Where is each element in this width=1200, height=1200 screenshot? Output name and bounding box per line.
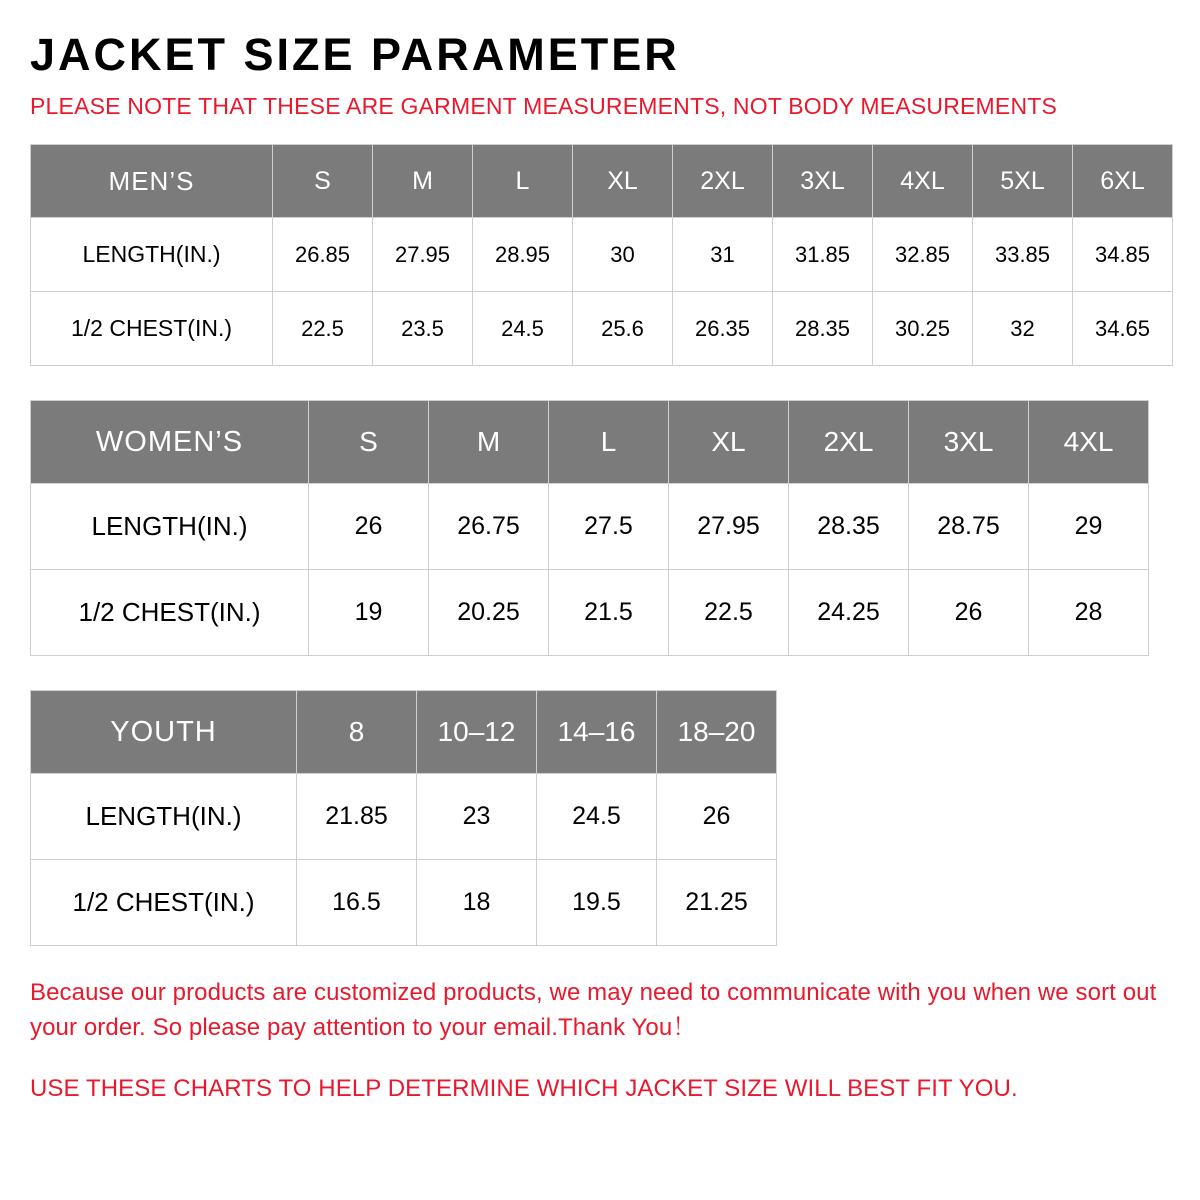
size-header-cell: 2XL xyxy=(673,145,773,218)
size-header-cell: XL xyxy=(669,401,789,484)
table-cell: 19 xyxy=(309,570,429,656)
table-cell: 23 xyxy=(417,774,537,860)
row-label: LENGTH(IN.) xyxy=(31,218,273,292)
footer-note-customization: Because our products are customized products, we may need to communicate with you when we sort out your order. So please pay attention to your email.Thank You！ xyxy=(30,979,1157,1041)
table-row xyxy=(31,860,777,946)
measurement-note: PLEASE NOTE THAT THESE ARE GARMENT MEASUREMENTS, NOT BODY MEASUREMENTS xyxy=(30,93,1058,119)
table-cell: 30 xyxy=(573,218,673,292)
table-cell: 28 xyxy=(1029,570,1149,656)
youth-size-table xyxy=(30,690,777,946)
size-header-cell: 18–20 xyxy=(657,691,777,774)
table-cell: 26 xyxy=(309,484,429,570)
table-cell: 28.35 xyxy=(773,292,873,366)
size-header-cell: 14–16 xyxy=(537,691,657,774)
row-label: 1/2 CHEST(IN.) xyxy=(31,860,297,946)
footer-note-charts: USE THESE CHARTS TO HELP DETERMINE WHICH JACKET SIZE WILL BEST FIT YOU. xyxy=(30,1074,1018,1102)
table-row xyxy=(31,218,1173,292)
size-header-cell: M xyxy=(373,145,473,218)
table-cell: 20.25 xyxy=(429,570,549,656)
mens-table-label: MEN’S xyxy=(31,145,273,218)
table-cell: 19.5 xyxy=(537,860,657,946)
row-label: 1/2 CHEST(IN.) xyxy=(31,292,273,366)
size-header-cell: 8 xyxy=(297,691,417,774)
size-header-cell: XL xyxy=(573,145,673,218)
table-cell: 18 xyxy=(417,860,537,946)
table-cell: 21.5 xyxy=(549,570,669,656)
womens-size-table xyxy=(30,400,1149,656)
table-cell: 33.85 xyxy=(973,218,1073,292)
row-label: 1/2 CHEST(IN.) xyxy=(31,570,309,656)
size-header-cell: L xyxy=(549,401,669,484)
size-header-cell: 4XL xyxy=(1029,401,1149,484)
table-cell: 26.85 xyxy=(273,218,373,292)
size-header-cell: 4XL xyxy=(873,145,973,218)
table-header-row xyxy=(31,691,777,774)
mens-size-table xyxy=(30,144,1173,366)
table-row xyxy=(31,774,777,860)
size-header-cell: 3XL xyxy=(909,401,1029,484)
size-header-cell: 6XL xyxy=(1073,145,1173,218)
table-cell: 28.75 xyxy=(909,484,1029,570)
table-cell: 32 xyxy=(973,292,1073,366)
womens-table-label: WOMEN’S xyxy=(31,401,309,484)
table-row xyxy=(31,570,1149,656)
table-header-row xyxy=(31,401,1149,484)
table-cell: 27.95 xyxy=(373,218,473,292)
page-title: JACKET SIZE PARAMETER xyxy=(30,29,680,80)
table-row xyxy=(31,292,1173,366)
table-cell: 26 xyxy=(657,774,777,860)
size-header-cell: 3XL xyxy=(773,145,873,218)
table-cell: 26 xyxy=(909,570,1029,656)
table-cell: 31.85 xyxy=(773,218,873,292)
table-cell: 16.5 xyxy=(297,860,417,946)
youth-table-label: YOUTH xyxy=(31,691,297,774)
size-header-cell: 5XL xyxy=(973,145,1073,218)
table-cell: 32.85 xyxy=(873,218,973,292)
table-cell: 31 xyxy=(673,218,773,292)
table-cell: 27.95 xyxy=(669,484,789,570)
footer-notes xyxy=(30,976,1170,1106)
table-cell: 26.35 xyxy=(673,292,773,366)
table-cell: 30.25 xyxy=(873,292,973,366)
table-cell: 26.75 xyxy=(429,484,549,570)
table-cell: 28.95 xyxy=(473,218,573,292)
table-cell: 22.5 xyxy=(669,570,789,656)
table-cell: 27.5 xyxy=(549,484,669,570)
table-cell: 28.35 xyxy=(789,484,909,570)
table-cell: 34.85 xyxy=(1073,218,1173,292)
size-header-cell: L xyxy=(473,145,573,218)
table-cell: 34.65 xyxy=(1073,292,1173,366)
size-header-cell: S xyxy=(309,401,429,484)
table-cell: 22.5 xyxy=(273,292,373,366)
table-cell: 24.25 xyxy=(789,570,909,656)
table-cell: 21.25 xyxy=(657,860,777,946)
size-header-cell: 10–12 xyxy=(417,691,537,774)
size-header-cell: 2XL xyxy=(789,401,909,484)
row-label: LENGTH(IN.) xyxy=(31,484,309,570)
table-cell: 23.5 xyxy=(373,292,473,366)
row-label: LENGTH(IN.) xyxy=(31,774,297,860)
table-cell: 21.85 xyxy=(297,774,417,860)
table-cell: 25.6 xyxy=(573,292,673,366)
size-header-cell: S xyxy=(273,145,373,218)
table-header-row xyxy=(31,145,1173,218)
size-header-cell: M xyxy=(429,401,549,484)
table-cell: 24.5 xyxy=(537,774,657,860)
table-cell: 24.5 xyxy=(473,292,573,366)
table-cell: 29 xyxy=(1029,484,1149,570)
table-row xyxy=(31,484,1149,570)
